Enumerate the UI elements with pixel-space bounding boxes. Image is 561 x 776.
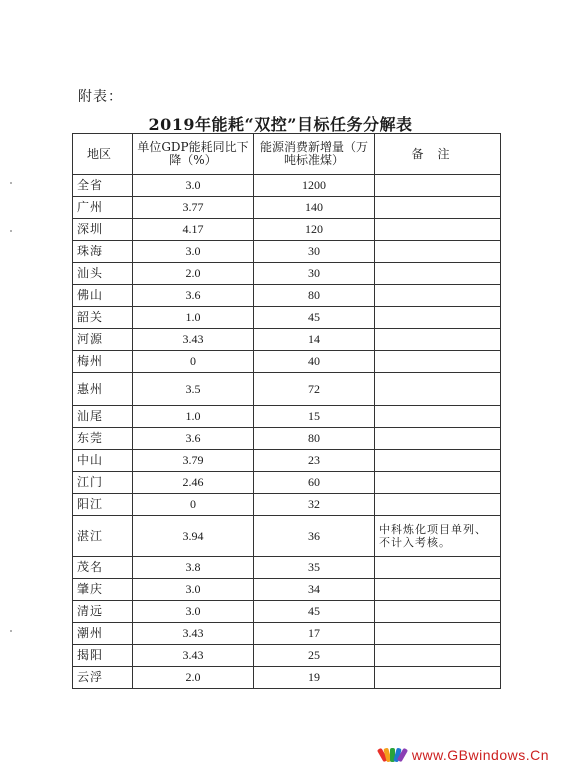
cell-energy-increment: 80	[254, 285, 375, 307]
cell-remarks	[375, 307, 501, 329]
cell-region: 汕尾	[73, 406, 133, 428]
cell-gdp-reduction: 0	[133, 351, 254, 373]
cell-region: 云浮	[73, 667, 133, 689]
cell-energy-increment: 30	[254, 241, 375, 263]
cell-region: 阳江	[73, 494, 133, 516]
cell-remarks	[375, 472, 501, 494]
scan-margin-mark	[10, 182, 12, 184]
cell-gdp-reduction: 3.43	[133, 329, 254, 351]
watermark-text: www.GBwindows.Cn	[411, 747, 549, 763]
cell-region: 深圳	[73, 219, 133, 241]
cell-remarks	[375, 351, 501, 373]
table-body	[73, 175, 501, 689]
cell-gdp-reduction: 2.0	[133, 667, 254, 689]
cell-remarks	[375, 494, 501, 516]
cell-energy-increment: 30	[254, 263, 375, 285]
cell-gdp-reduction: 4.17	[133, 219, 254, 241]
cell-region: 肇庆	[73, 579, 133, 601]
cell-region: 全省	[73, 175, 133, 197]
cell-energy-increment: 45	[254, 307, 375, 329]
cell-gdp-reduction: 3.94	[133, 516, 254, 557]
cell-remarks	[375, 601, 501, 623]
table-row	[73, 329, 501, 351]
cell-remarks	[375, 373, 501, 406]
cell-remarks	[375, 667, 501, 689]
cell-energy-increment: 36	[254, 516, 375, 557]
cell-remarks	[375, 557, 501, 579]
cell-energy-increment: 140	[254, 197, 375, 219]
cell-energy-increment: 120	[254, 219, 375, 241]
table-row	[73, 450, 501, 472]
cell-energy-increment: 1200	[254, 175, 375, 197]
cell-region: 佛山	[73, 285, 133, 307]
cell-region: 珠海	[73, 241, 133, 263]
table-row	[73, 263, 501, 285]
cell-region: 茂名	[73, 557, 133, 579]
cell-energy-increment: 23	[254, 450, 375, 472]
cell-energy-increment: 72	[254, 373, 375, 406]
cell-gdp-reduction: 3.5	[133, 373, 254, 406]
table-row	[73, 175, 501, 197]
cell-energy-increment: 80	[254, 428, 375, 450]
cell-energy-increment: 14	[254, 329, 375, 351]
cell-energy-increment: 15	[254, 406, 375, 428]
cell-remarks	[375, 428, 501, 450]
cell-gdp-reduction: 3.77	[133, 197, 254, 219]
table-row	[73, 197, 501, 219]
cell-remarks: 中科炼化项目单列、不计入考核。	[375, 516, 501, 557]
target-table	[72, 133, 501, 689]
cell-gdp-reduction: 1.0	[133, 307, 254, 329]
table-row	[73, 285, 501, 307]
cell-region: 潮州	[73, 623, 133, 645]
cell-region: 汕头	[73, 263, 133, 285]
table-row	[73, 623, 501, 645]
cell-gdp-reduction: 0	[133, 494, 254, 516]
cell-gdp-reduction: 3.0	[133, 579, 254, 601]
cell-remarks	[375, 329, 501, 351]
cell-region: 广州	[73, 197, 133, 219]
cell-remarks	[375, 263, 501, 285]
cell-region: 揭阳	[73, 645, 133, 667]
table-row	[73, 516, 501, 557]
table-row	[73, 406, 501, 428]
cell-region: 梅州	[73, 351, 133, 373]
site-watermark	[380, 746, 549, 764]
header-remarks: 备注	[375, 134, 501, 175]
table-row	[73, 373, 501, 406]
cell-gdp-reduction: 3.0	[133, 241, 254, 263]
cell-region: 湛江	[73, 516, 133, 557]
table-row	[73, 428, 501, 450]
table-row	[73, 241, 501, 263]
cell-energy-increment: 25	[254, 645, 375, 667]
table-row	[73, 557, 501, 579]
cell-energy-increment: 17	[254, 623, 375, 645]
cell-energy-increment: 35	[254, 557, 375, 579]
table-row	[73, 579, 501, 601]
cell-gdp-reduction: 3.79	[133, 450, 254, 472]
cell-gdp-reduction: 3.43	[133, 645, 254, 667]
cell-gdp-reduction: 1.0	[133, 406, 254, 428]
cell-remarks	[375, 623, 501, 645]
windows-logo-icon	[380, 746, 406, 764]
cell-energy-increment: 34	[254, 579, 375, 601]
cell-region: 清远	[73, 601, 133, 623]
cell-remarks	[375, 645, 501, 667]
table-row	[73, 667, 501, 689]
scan-margin-mark	[10, 230, 12, 232]
cell-gdp-reduction: 2.46	[133, 472, 254, 494]
cell-energy-increment: 19	[254, 667, 375, 689]
cell-gdp-reduction: 3.6	[133, 285, 254, 307]
cell-region: 东莞	[73, 428, 133, 450]
cell-remarks	[375, 406, 501, 428]
header-energy-increment: 能源消费新增量（万吨标准煤）	[254, 134, 375, 175]
header-region: 地区	[73, 134, 133, 175]
cell-remarks	[375, 241, 501, 263]
cell-energy-increment: 60	[254, 472, 375, 494]
annex-label: 附表：	[78, 89, 123, 105]
cell-remarks	[375, 579, 501, 601]
cell-energy-increment: 32	[254, 494, 375, 516]
table-row	[73, 307, 501, 329]
cell-energy-increment: 40	[254, 351, 375, 373]
cell-gdp-reduction: 3.6	[133, 428, 254, 450]
cell-remarks	[375, 175, 501, 197]
header-gdp-energy-reduction: 单位GDP能耗同比下降（%）	[133, 134, 254, 175]
cell-remarks	[375, 219, 501, 241]
cell-gdp-reduction: 3.0	[133, 175, 254, 197]
table-row	[73, 219, 501, 241]
scan-margin-mark	[10, 630, 12, 632]
cell-region: 中山	[73, 450, 133, 472]
table-row	[73, 601, 501, 623]
cell-region: 河源	[73, 329, 133, 351]
table-row	[73, 472, 501, 494]
table-header-row	[73, 134, 501, 175]
cell-gdp-reduction: 3.43	[133, 623, 254, 645]
cell-remarks	[375, 197, 501, 219]
page-title: 2019年能耗“双控”目标任务分解表	[148, 115, 413, 134]
cell-region: 惠州	[73, 373, 133, 406]
cell-region: 江门	[73, 472, 133, 494]
cell-gdp-reduction: 3.0	[133, 601, 254, 623]
table-row	[73, 645, 501, 667]
table-row	[73, 351, 501, 373]
table-row	[73, 494, 501, 516]
cell-gdp-reduction: 3.8	[133, 557, 254, 579]
cell-remarks	[375, 450, 501, 472]
cell-energy-increment: 45	[254, 601, 375, 623]
cell-gdp-reduction: 2.0	[133, 263, 254, 285]
cell-region: 韶关	[73, 307, 133, 329]
cell-remarks	[375, 285, 501, 307]
